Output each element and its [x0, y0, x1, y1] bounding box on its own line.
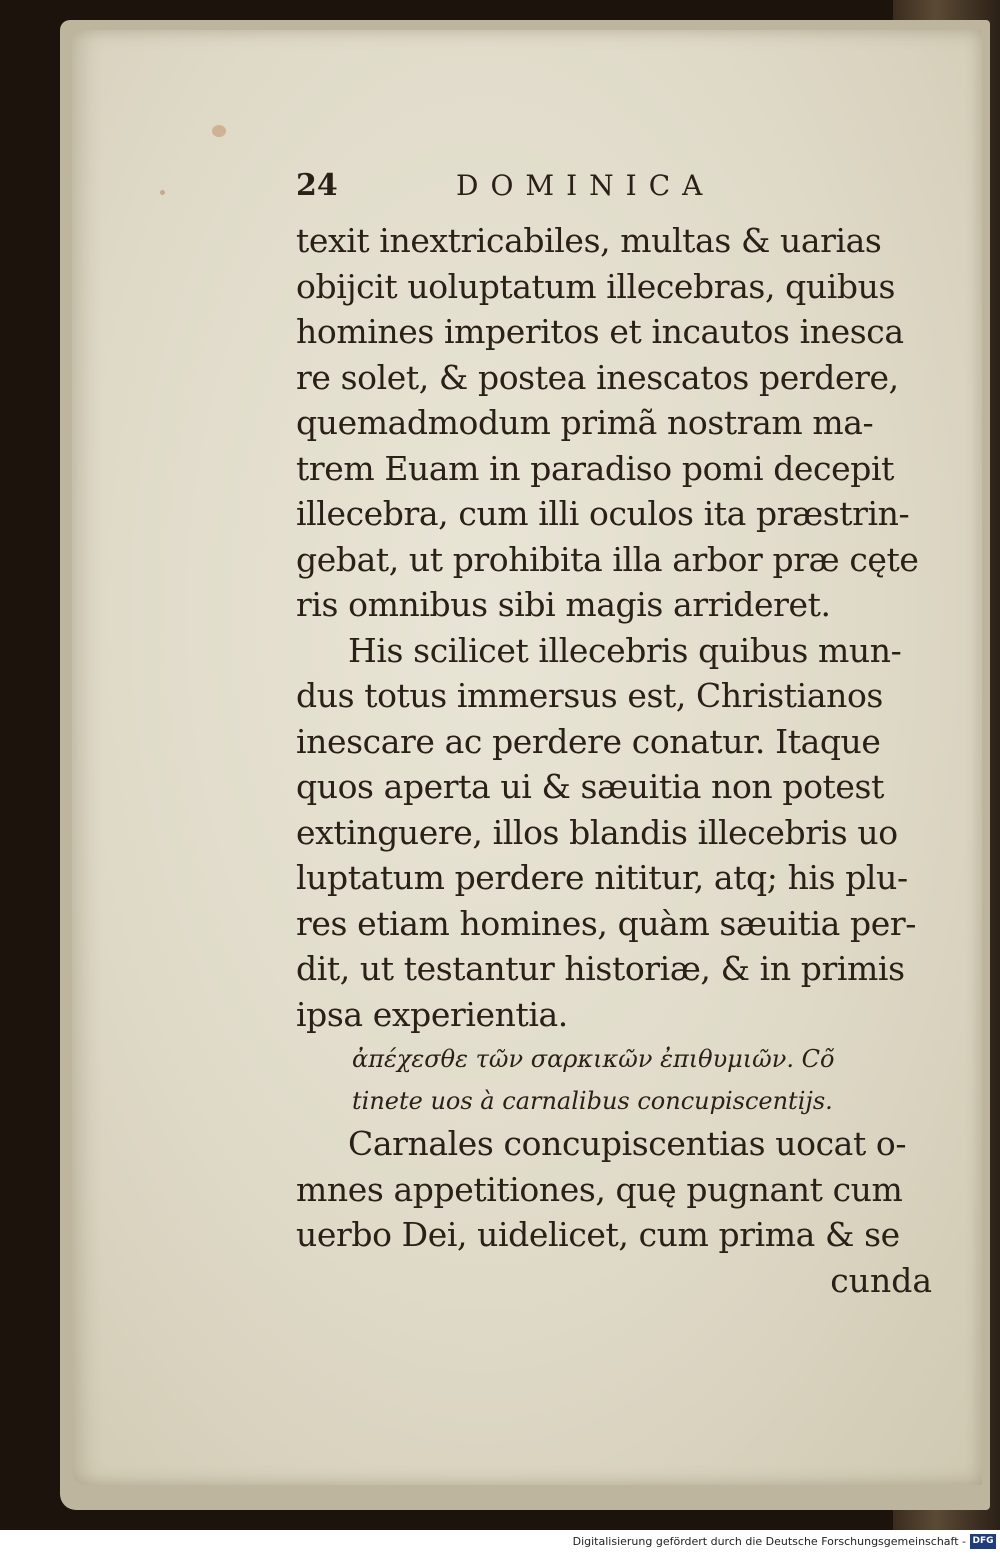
greek-quotation: ἀπέχεσθε τῶν σαρκικῶν ἐπιθυμιῶν. Cõ: [352, 1045, 835, 1073]
footer-bar: [0, 1530, 1000, 1555]
text-line: extinguere, illos blandis illecebris uo: [296, 812, 898, 852]
page-number: 24: [296, 168, 338, 203]
page-stain-small: [160, 190, 165, 195]
running-title: DOMINICA: [456, 169, 715, 202]
text-line: texit inextricabiles, multas & uarias: [296, 221, 882, 260]
page-stain: [212, 125, 226, 137]
text-line: dit, ut testantur historiæ, & in primis: [296, 949, 905, 988]
text-line: Carnales concupiscentias uocat o-: [348, 1124, 907, 1163]
text-line: homines imperitos et incautos inesca: [296, 312, 904, 351]
text-line: luptatum perdere nititur, atq; his plu-: [296, 858, 908, 897]
text-line: obijcit uoluptatum illecebras, quibus: [296, 266, 895, 306]
text-line: ris omnibus sibi magis arrideret.: [296, 585, 831, 624]
text-line: illecebra, cum illi oculos ita præstrin-: [296, 494, 910, 533]
text-line: dus totus immersus est, Christianos: [296, 676, 883, 715]
text-line: inescare ac perdere conatur. Itaque: [296, 721, 881, 761]
latin-quotation: tinete uos à carnalibus concupiscentijs.: [352, 1087, 833, 1115]
page-header: [296, 168, 936, 212]
text-line: uerbo Dei, uidelicet, cum prima & se: [296, 1215, 900, 1254]
text-line: ipsa experientia.: [296, 994, 568, 1034]
text-line: re solet, & postea inescatos perdere,: [296, 357, 899, 397]
page-text: [296, 168, 936, 1303]
dfg-logo-icon: DFG: [970, 1534, 996, 1549]
text-line: gebat, ut prohibita illa arbor præ cęte: [296, 539, 919, 579]
text-line: mnes appetitiones, quę pugnant cum: [296, 1169, 903, 1209]
text-line: res etiam homines, quàm sæuitia per-: [296, 903, 916, 943]
catchword: cunda: [830, 1260, 932, 1300]
text-line: quos aperta ui & sæuitia non potest: [296, 767, 884, 806]
text-line: His scilicet illecebris quibus mun-: [348, 630, 902, 670]
text-line: quemadmodum primã nostram ma-: [296, 403, 874, 442]
digitization-credit: Digitalisierung gefördert durch die Deutsche Forschungsgemeinschaft -: [572, 1535, 966, 1548]
text-line: trem Euam in paradiso pomi decepit: [296, 448, 894, 488]
